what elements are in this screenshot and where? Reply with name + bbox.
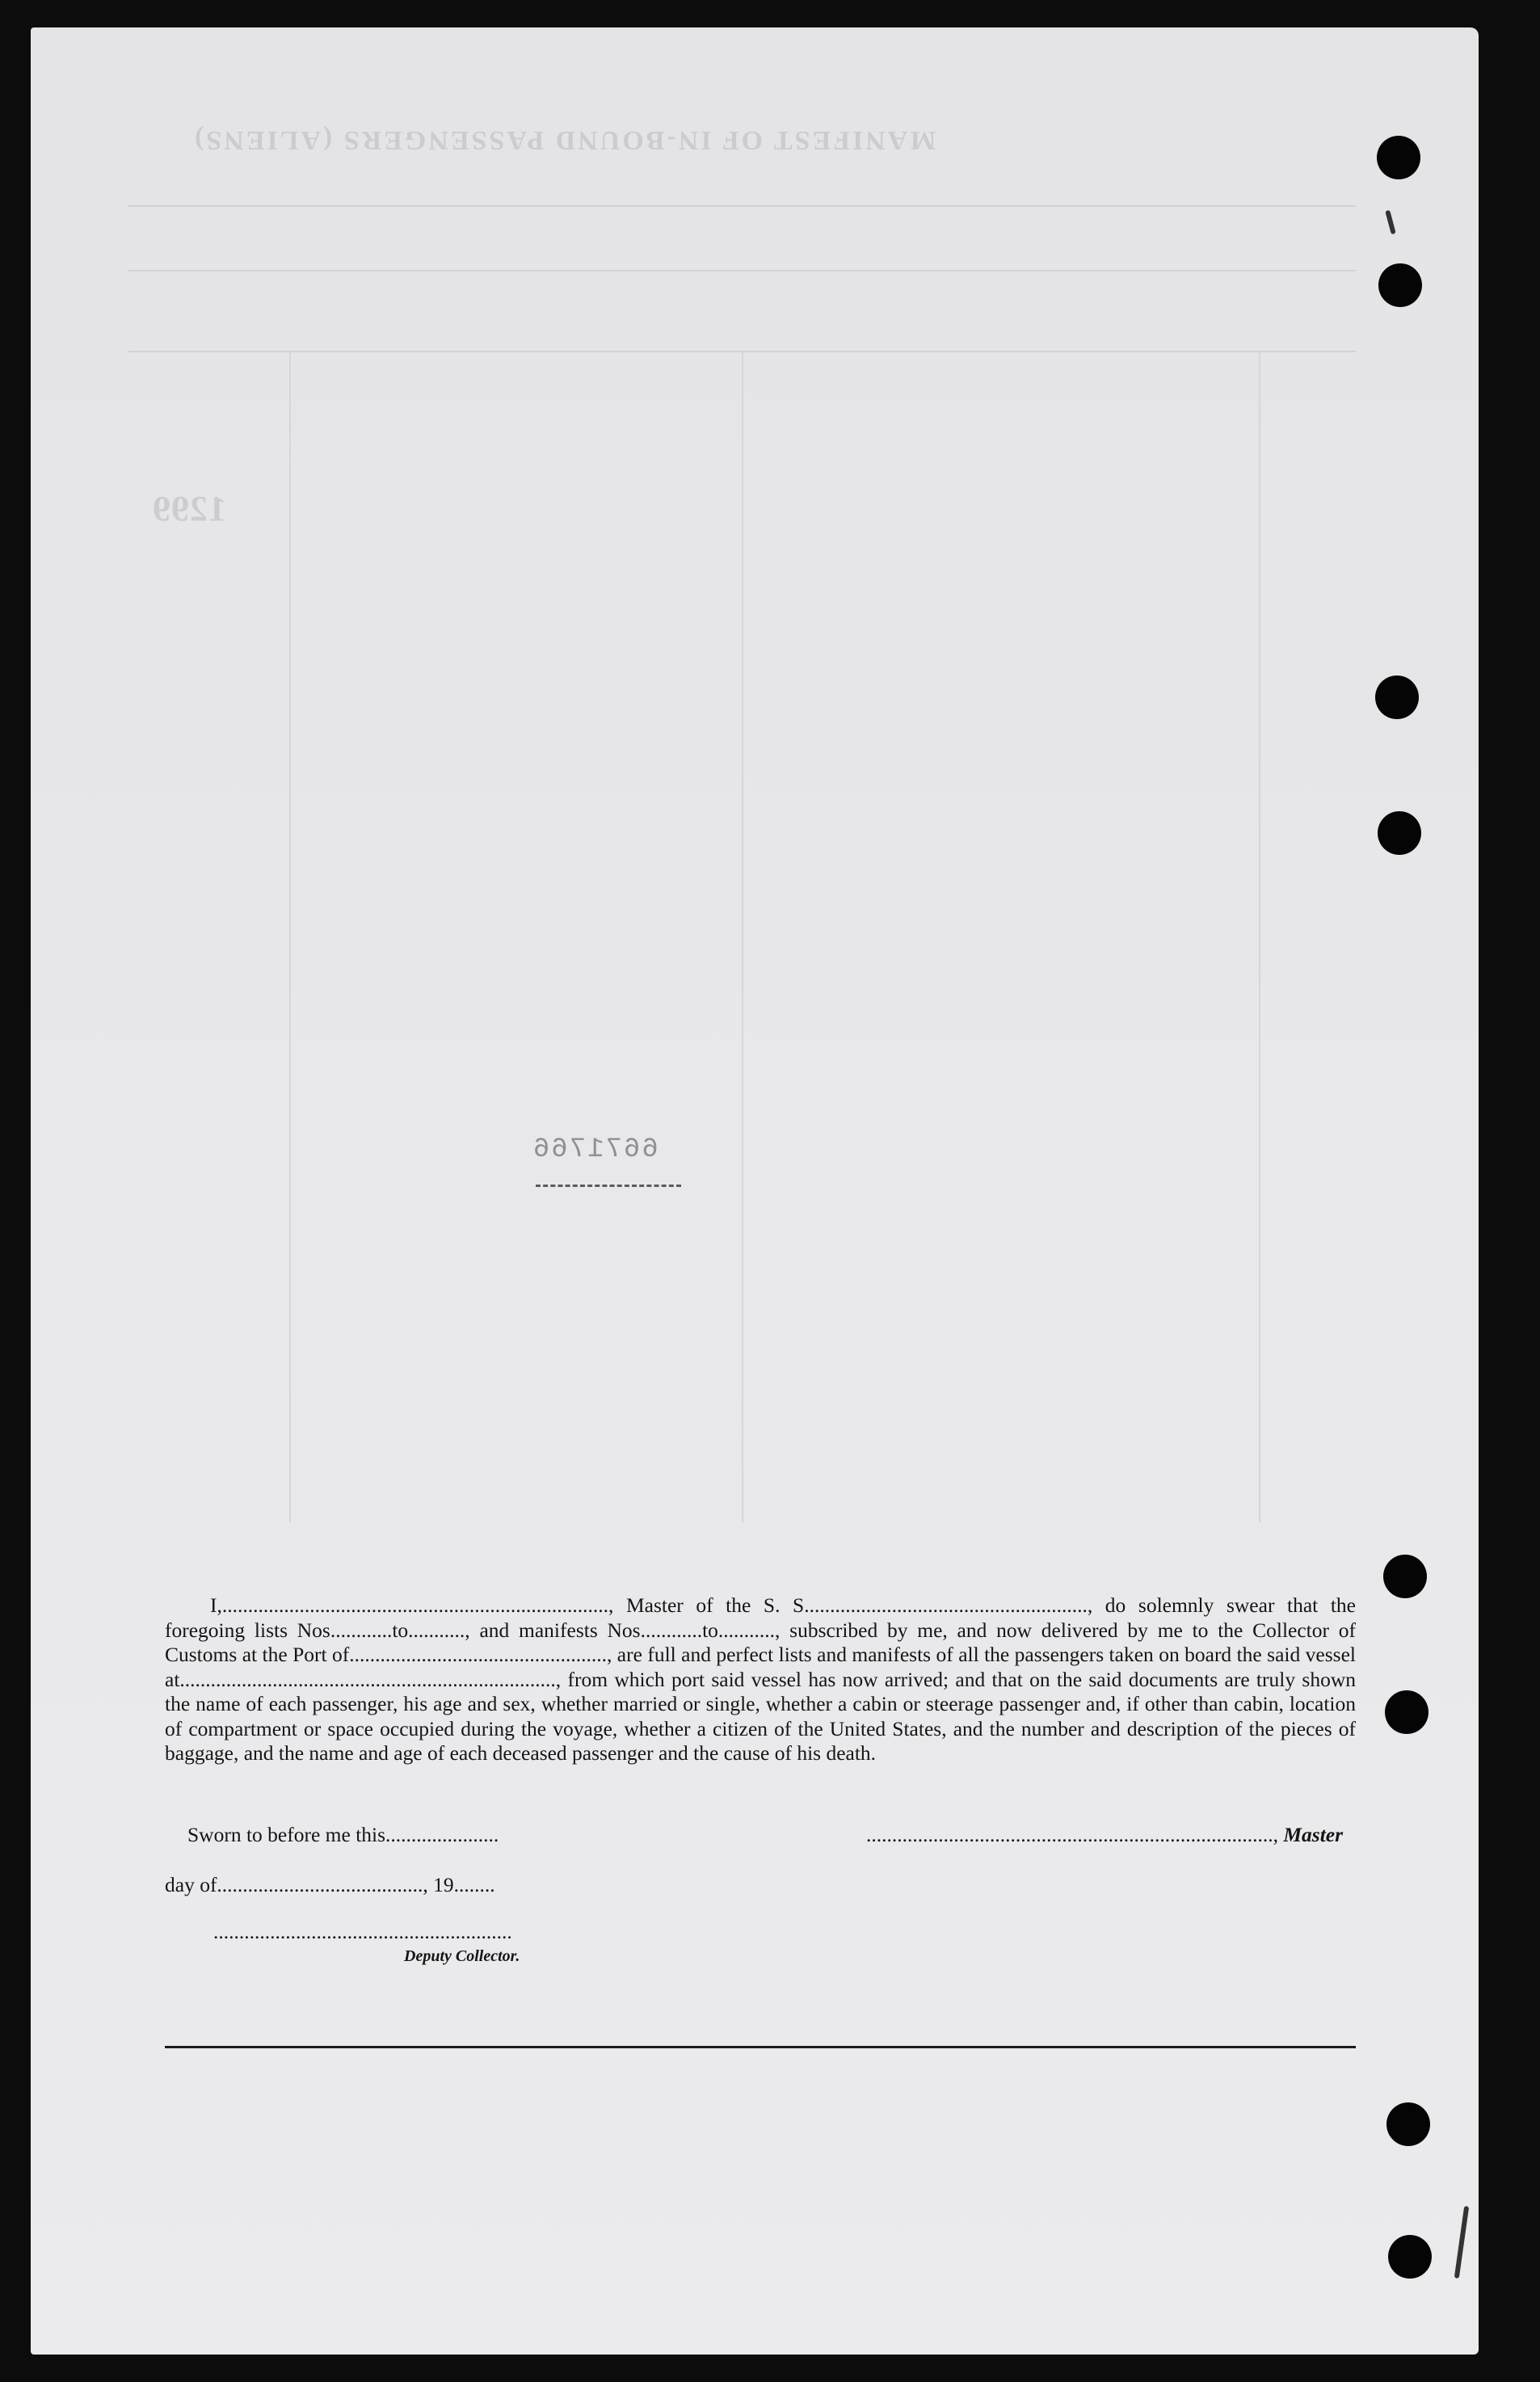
oath-paragraph: I,..........................................................................., Master of the S. S......................................................., do solemnly swear that the foregoing lists Nos............to..........., and manifests Nos............to..........., subscribed by me, and now delivered by me to the Collector of Customs at the Port of.................................................., are full and perfect lists and manifests of all the passengers taken on board the said vessel at........................................................................., from which port said vessel has now arrived; and that on the said documents are truly shown the name of each passenger, his age and sex, whether married or single, whether a cabin or steerage passenger and, if other than cabin, location of compartment or space occupied during the voyage, whether a citizen of the United States, and the number and description of the pieces of baggage, and the name and age of each deceased passenger and the cause of his death.	[165, 1593, 1356, 1765]
bleed-through-column	[289, 351, 291, 1522]
day-of-line: day of........................................, 19........	[165, 1873, 495, 1896]
punch-hole	[1377, 136, 1420, 179]
bleed-through-title: MANIFEST OF IN-BOUND PASSENGERS (ALIENS)	[192, 125, 936, 155]
punch-hole	[1383, 1555, 1427, 1598]
bleed-through-column	[742, 351, 743, 1522]
stamp-number: 6671766	[532, 1134, 658, 1165]
bleed-through-number: 1299	[152, 489, 226, 528]
horizontal-rule	[165, 2046, 1356, 2048]
bleed-through-rule	[128, 205, 1356, 207]
master-signature-dots: ...............................................................................,	[866, 1823, 1278, 1846]
punch-hole	[1385, 1690, 1428, 1734]
master-label: Master	[1283, 1823, 1344, 1846]
deputy-signature-dots: ..........................................................	[213, 1920, 512, 1943]
punch-hole	[1388, 2235, 1432, 2279]
punch-hole	[1375, 675, 1419, 719]
punch-hole	[1386, 2102, 1430, 2146]
punch-hole	[1378, 811, 1421, 855]
punch-hole	[1378, 263, 1422, 307]
bleed-through-column	[1259, 351, 1260, 1522]
bleed-through-rule	[128, 270, 1356, 271]
sworn-before-line: Sworn to before me this......................	[187, 1823, 499, 1846]
deputy-collector-label: Deputy Collector.	[404, 1947, 520, 1965]
document-page	[31, 27, 1479, 2355]
stamp-underline	[536, 1185, 681, 1187]
master-signature-line	[866, 1823, 1343, 1847]
